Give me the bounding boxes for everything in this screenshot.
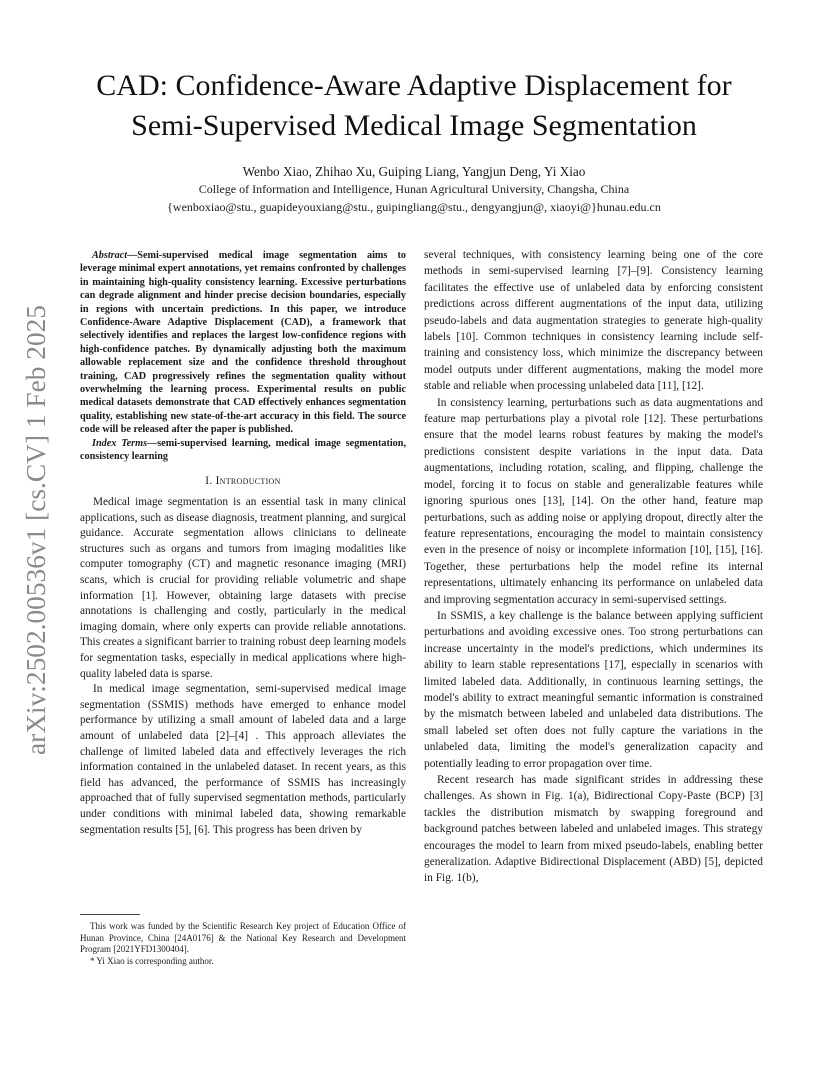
paragraph: In SSMIS, a key challenge is the balance between applying sufficient perturbations and avoiding excessive ones. Too strong perturbations can increase uncertainty in the model's predictions, which undermines its ability to learn stable representations [17], especially in scenarios with limited labeled data. Additionally, in continuous learning settings, the model's ability to extract meaningful semantic information is constrained by the mismatch between labeled and unlabeled data distributions. The small labeled set often does not fully capture the variations in the unlabeled data, limiting the model's generalization capacity and potentially leading to error propagation over time. bbox=[424, 609, 763, 770]
paragraph: Recent research has made significant strides in addressing these challenges. As shown in Fig. 1(a), Bidirectional Copy-Paste (BCP) [3] tackles the distribution mismatch by swapping foreground and background patches between labeled and unlabeled images. This strategy encourages the model to learn from mixed pseudo-labels, enabling better generalization. Adaptive Bidirectional Displacement (ABD) [5], depicted in Fig. 1(b), bbox=[424, 774, 763, 885]
title-line-2: Semi-Supervised Medical Image Segmentation bbox=[131, 109, 697, 142]
author-emails: {wenboxiao@stu., guapideyouxiang@stu., guipingliang@stu., dengyangjun@, xiaoyi@}hunau.edu.cn bbox=[167, 200, 661, 214]
abstract bbox=[80, 249, 406, 437]
arxiv-identifier-text: arXiv:2502.00536v1 [cs.CV] 1 Feb 2025 bbox=[20, 302, 51, 755]
footnotes bbox=[80, 921, 406, 967]
right-column bbox=[424, 247, 763, 887]
affiliation: College of Information and Intelligence, Hunan Agricultural University, Changsha, China bbox=[198, 182, 630, 196]
arxiv-identifier bbox=[14, 300, 54, 760]
left-column bbox=[80, 249, 406, 838]
paragraph: Medical image segmentation is an essential task in many clinical applications, such as disease diagnosis, treatment planning, and surgical guidance. Accurate segmentation allows clinicians to delineate structures such as organs and tumors from imaging modalities like computer tomography (CT) and magnetic resonance imaging (MRI) scans, which is crucial for providing reliable volumetric and shape information [1]. However, obtaining large datasets with precise annotations is challenging and costly, particularly in the medical imaging domain, where only experts can provide reliable annotations. This creates a significant barrier to training robust deep learning models for segmentation tasks, especially in medical applications where high-quality labeled data is sparse. bbox=[80, 496, 406, 680]
index-terms-lead: Index Terms bbox=[92, 437, 148, 449]
paragraph: In consistency learning, perturbations such as data augmentations and feature map perturbations play a pivotal role [12]. These perturbations ensure that the model learns robust features by making the model's predictions consistent despite variations in the input data. Data augmentations, including rotation, scaling, and flipping, challenge the model, forcing it to focus on stable and generalizable features while ignoring spurious ones [13], [14]. On the other hand, feature map perturbations, such as adding noise or applying dropout, directly alter the feature representations, encouraging the model to maintain consistency even in the presence of noisy or incomplete information [10], [15], [16]. Together, these perturbations help the model refine its internal representations, ultimately enhancing its performance on unlabeled data and improving segmentation accuracy in semi-supervised settings. bbox=[424, 396, 763, 606]
abstract-lead: Abstract bbox=[92, 250, 128, 261]
title-line-1: CAD: Confidence-Aware Adaptive Displacement for bbox=[96, 69, 732, 102]
paragraph: several techniques, with consistency learning being one of the core methods in semi-supervised learning [7]–[9]. Consistency learning facilitates the effective use of unlabeled data by enforcing consistent predictions across different augmentations of the input data, utilizing pseudo-labels and data augmentation strategies to generate high-quality labels [10]. Common techniques in consistency learning include self-training and consistency loss, which minimize the discrepancy between model outputs under different augmentations, making the model more stable and reliable when processing unlabeled data [11], [12]. bbox=[424, 249, 763, 393]
paper-title bbox=[40, 66, 788, 146]
abstract-text: —Semi-supervised medical image segmentation aims to leverage minimal expert annotations, yet remains confronted by challenges in maintaining high-quality consistency learning. Excessive perturbations can degrade alignment and hinder precise decision boundaries, especially in regions with uncertain predictions. In this paper, we introduce Confidence-Aware Adaptive Displacement (CAD), a framework that selectively identifies and replaces the largest low-confidence regions with high-confidence patches. By dynamically adjusting both the maximum allowable replacement size and the confidence threshold throughout training, CAD progressively refines the segmentation quality without overwhelming the learning process. Experimental results on public medical datasets demonstrate that CAD effectively enhances segmentation quality, establishing new state-of-the-art accuracy in this field. The source code will be released after the paper is published. bbox=[80, 250, 406, 436]
index-terms bbox=[80, 437, 406, 464]
section-heading bbox=[80, 474, 406, 490]
arxiv-identifier-graphic bbox=[14, 300, 54, 760]
author-list: Wenbo Xiao, Zhihao Xu, Guiping Liang, Yangjun Deng, Yi Xiao bbox=[242, 164, 586, 179]
paragraph: In medical image segmentation, semi-supervised medical image segmentation (SSMIS) methods have emerged to enhance model performance by utilizing a small amount of labeled data and a large amount of unlabeled data [2]–[4] . This approach alleviates the challenge of limited labeled data and effectively leverages the rich information contained in the unlabeled dataset. In recent years, as this field has advanced, the performance of SSMIS has increasingly approached that of fully supervised segmentation methods, particularly under conditions with minimal labeled data, showing remarkable segmentation results [5], [6]. This progress has been driven by bbox=[80, 683, 406, 836]
footnote-rule bbox=[80, 914, 140, 915]
index-terms-text: —semi-supervised learning, medical image segmentation, consistency learning bbox=[80, 437, 406, 463]
section-title: Introduction bbox=[215, 474, 281, 487]
section-number: I. bbox=[205, 474, 213, 487]
funding-footnote: This work was funded by the Scientific Research Key project of Education Office of Hunan Province, China [24A0176] & the National Key Research and Development Program [2021YFD1300404]. bbox=[80, 921, 406, 955]
corresponding-author-footnote: * Yi Xiao is corresponding author. bbox=[90, 955, 214, 966]
